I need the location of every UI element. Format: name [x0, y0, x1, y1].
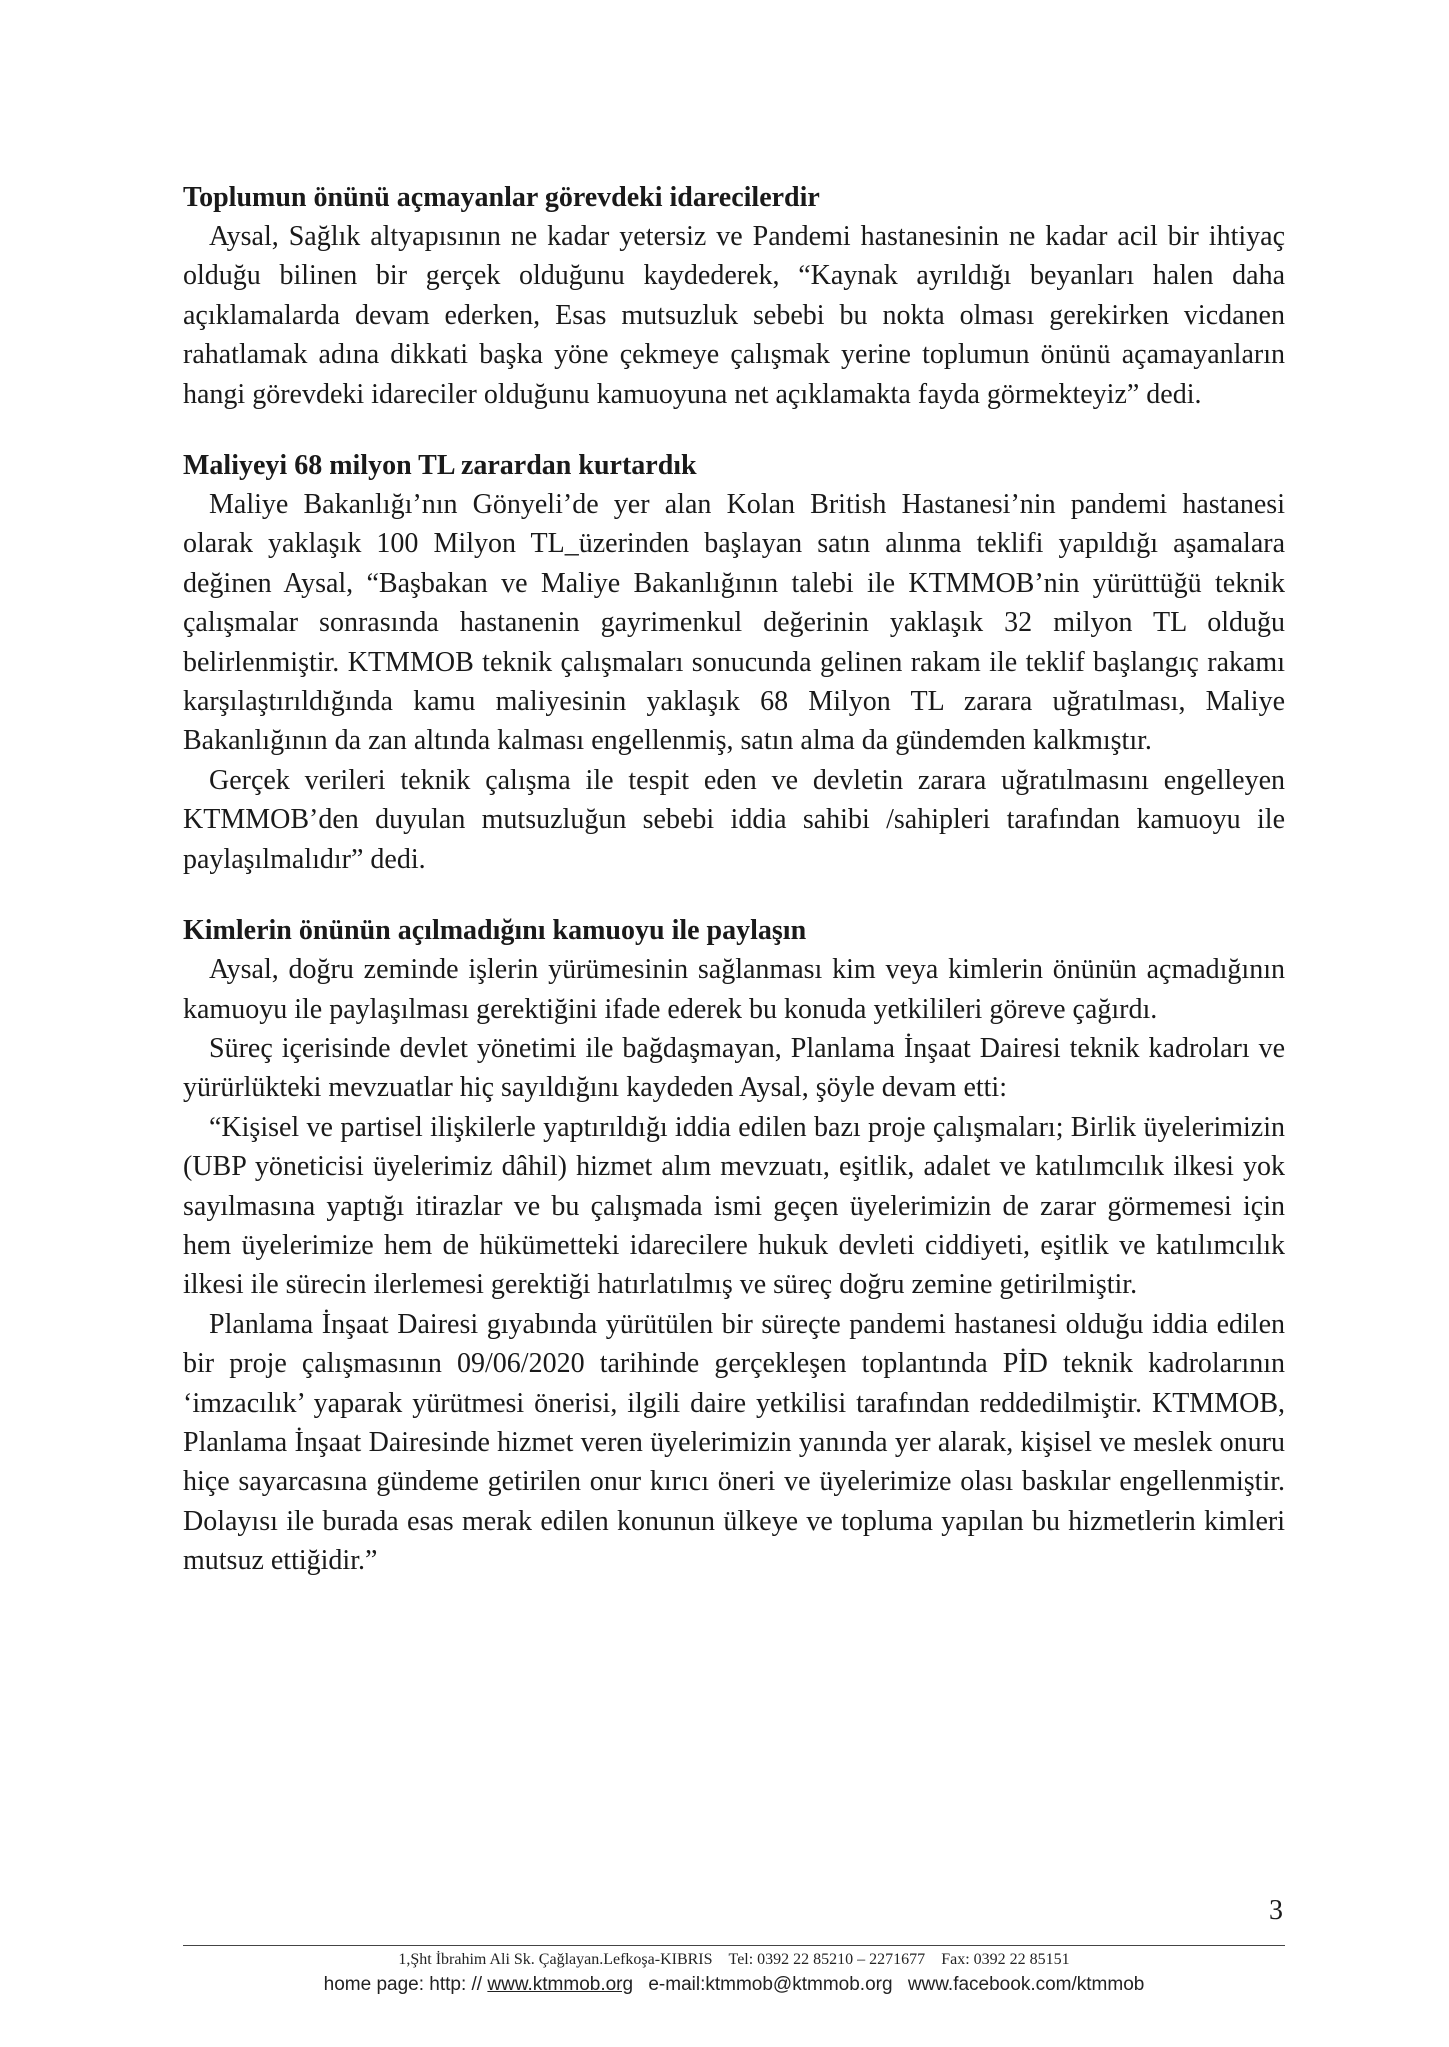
footer-email[interactable]: e-mail:ktmmob@ktmmob.org	[648, 1974, 893, 1995]
paragraph: Aysal, Sağlık altyapısının ne kadar yetersiz ve Pandemi hastanesinin ne kadar acil bir ihtiyaç olduğu bilinen bir gerçek olduğunu kaydederek, “Kaynak ayrıldığı beyanları halen daha açıklamalarda devam ederken, Esas mutsuzluk sebebi bu nokta olması gerekirken vicdanen rahatlamak adına dikkati başka yöne çekmeye çalışmak yerine toplumun önünü açamayanların hangi görevdeki idareciler olduğunu kamuoyuna net açıklamakta fayda görmekteyiz” dedi.	[183, 221, 1285, 410]
footer-web-line	[183, 1972, 1285, 1998]
section-toplumun	[183, 178, 1285, 414]
page-number: 3	[1269, 1895, 1283, 1926]
footer-fax: Fax: 0392 22 85151	[941, 1951, 1070, 1968]
footer-address: 1,Şht İbrahim Ali Sk. Çağlayan.Lefkoşa-KIBRIS	[398, 1951, 713, 1968]
section-kimlerin	[183, 911, 1285, 1581]
section-heading: Kimlerin önünün açılmadığını kamuoyu ile paylaşın	[183, 915, 807, 947]
paragraph: Maliye Bakanlığı’nın Gönyeli’de yer alan Kolan British Hastanesi’nin pandemi hastanesi olarak yaklaşık 100 Milyon TL_üzerinden başlayan satın alınma teklifi yapıldığı aşamalara değinen Aysal, “Başbakan ve Maliye Bakanlığının talebi ile KTMMOB’nin yürüttüğü teknik çalışmalar sonrasında hastanenin gayrimenkul değerinin yaklaşık 32 milyon TL olduğu belirlenmiştir. KTMMOB teknik çalışmaları sonucunda gelinen rakam ile teklif başlangıç rakamı karşılaştırıldığında kamu maliyesinin yaklaşık 68 Milyon TL zarara uğratılması, Maliye Bakanlığının da zan altında kalması engellenmiş, satın alma da gündemden kalkmıştır.	[183, 489, 1285, 757]
footer-facebook[interactable]: www.facebook.com/ktmmob	[907, 1974, 1145, 1995]
section-heading: Toplumun önünü açmayanlar görevdeki idarecilerdir	[183, 182, 820, 213]
section-maliyeyi	[183, 446, 1285, 879]
paragraph: “Kişisel ve partisel ilişkilerle yaptırıldığı iddia edilen bazı proje çalışmaları; Birlik üyelerimizin (UBP yöneticisi üyelerimiz dâhil) hizmet alım mevzuatı, eşitlik, adalet ve katılımcılık ilkesi yok sayılmasına yaptığı itirazlar ve bu çalışmada ismi geçen üyelerimizin de zarar görmemesi için hem üyelerimize hem de hükümetteki idarecilere hukuk devleti ciddiyeti, eşitlik ve katılımcılık ilkesi ile sürecin ilerlemesi gerektiği hatırlatılmış ve süreç doğru zemine getirilmiştir.	[183, 1111, 1285, 1301]
homepage-link[interactable]: www.ktmmob.org	[487, 1974, 634, 1995]
footer-tel: Tel: 0392 22 85210 – 2271677	[728, 1951, 926, 1968]
document-body	[183, 178, 1285, 1613]
paragraph: Süreç içerisinde devlet yönetimi ile bağdaşmayan, Planlama İnşaat Dairesi teknik kadroları ve yürürlükteki mevzuatlar hiç sayıldığını kaydeden Aysal, şöyle devam etti:	[183, 1032, 1285, 1104]
footer-divider	[183, 1945, 1285, 1946]
footer-homepage-label: home page: http: //	[323, 1974, 483, 1995]
footer-homepage	[324, 1974, 633, 1995]
paragraph: Gerçek verileri teknik çalışma ile tespit eden ve devletin zarara uğratılmasını engelleyen KTMMOB’den duyulan mutsuzluğun sebebi iddia sahibi /sahipleri tarafından kamuoyu ile paylaşılmalıdır” dedi.	[183, 764, 1285, 875]
section-heading: Maliyeyi 68 milyon TL zarardan kurtardık	[183, 450, 697, 482]
footer-contact-line	[183, 1949, 1285, 1971]
paragraph: Planlama İnşaat Dairesi gıyabında yürütülen bir süreçte pandemi hastanesi olduğu iddia edilen bir proje çalışmasının 09/06/2020 tarihinde gerçekleşen toplantında PİD teknik kadrolarının ‘imzacılık’ yaparak yürütmesi önerisi, ilgili daire yetkilisi tarafından reddedilmiştir. KTMMOB, Planlama İnşaat Dairesinde hizmet veren üyelerimizin yanında yer alarak, kişisel ve meslek onuru hiçe sayarcasına gündeme getirilen onur kırıcı öneri ve üyelerimize olası baskılar engellenmiştir. Dolayısı ile burada esas merak edilen konunun ülkeye ve topluma yapılan bu hizmetlerin kimleri mutsuz ettiğidir.”	[183, 1308, 1285, 1577]
paragraph: Aysal, doğru zeminde işlerin yürümesinin sağlanması kim veya kimlerin önünün açmadığının kamuoyu ile paylaşılması gerektiğini ifade ederek bu konuda yetkilileri göreve çağırdı.	[183, 954, 1285, 1025]
